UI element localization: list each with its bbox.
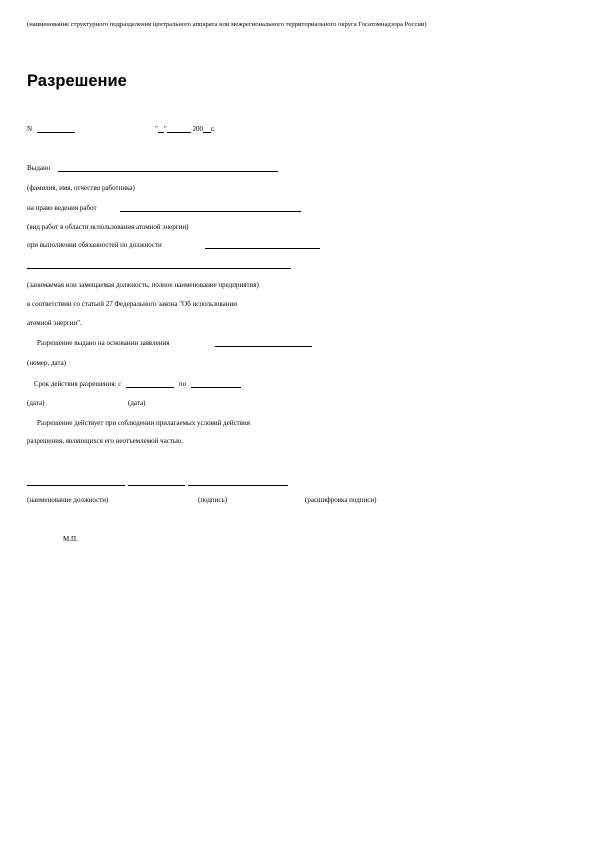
month-blank [167,125,191,133]
date-caption-2: (дата) [128,399,146,407]
year-blank [203,125,211,133]
based-on-label: Разрешение выдано на основании заявления [37,339,170,347]
date-caption-1: (дата) [27,399,45,407]
number-blank [37,125,75,133]
header-note: (наименование структурного подразделения центрального аппарата или межрегионального территориального округа Госатомнадзора России) [27,21,427,28]
seal-label: М.П. [63,535,78,543]
number-row [27,125,75,133]
position-caption: (занимаемая или замещаемая должность, полное наименование предприятия) [27,281,259,289]
validity-row [34,380,241,388]
issued-to-label: Выдано [27,164,51,172]
right-to-label: на право ведения работ [27,204,97,212]
document-title: Разрешение [27,72,127,90]
validity-from-label: Срок действия разрешения: с [34,380,122,388]
duties-label: при выполнении обязанностей по должности [27,241,162,249]
law-line-2: атомной энергии". [27,319,82,327]
validity-from-blank [126,380,174,388]
date-close-quote: " [163,125,167,133]
work-kind-caption: (вид работ в области использования атомной энергии) [27,223,189,231]
law-line-1: в соответствии со статьей 27 Федерального закона "Об использовании [27,300,237,308]
sign-position-blank [27,485,125,486]
conditions-line-1: Разрешение действует при соблюдении прилагаемых условий действия [37,419,251,427]
date-suffix: г. [210,125,215,133]
issued-to-blank [58,171,278,172]
sign-signature-blank [128,485,185,486]
number-date-caption: (номер, дата) [27,359,67,367]
duties-blank [205,248,320,249]
duties-blank-2 [27,268,291,269]
sign-decode-blank [188,485,288,486]
sign-signature-caption: (подпись) [198,496,228,504]
validity-to-label: по [178,380,187,388]
validity-to-blank [191,380,241,388]
conditions-line-2: разрешения, являющихся его неотъемлемой частью. [27,437,184,445]
date-row [155,125,215,133]
date-open-quote: " [155,125,158,133]
right-to-blank [120,211,301,212]
fio-caption: (фамилия, имя, отчество работника) [27,184,135,192]
date-year: 200 [192,125,203,133]
sign-position-caption: (наименование должности) [27,496,109,504]
number-label: N [27,125,33,133]
sign-decode-caption: (расшифровка подписи) [305,496,377,504]
based-on-blank [215,346,312,347]
